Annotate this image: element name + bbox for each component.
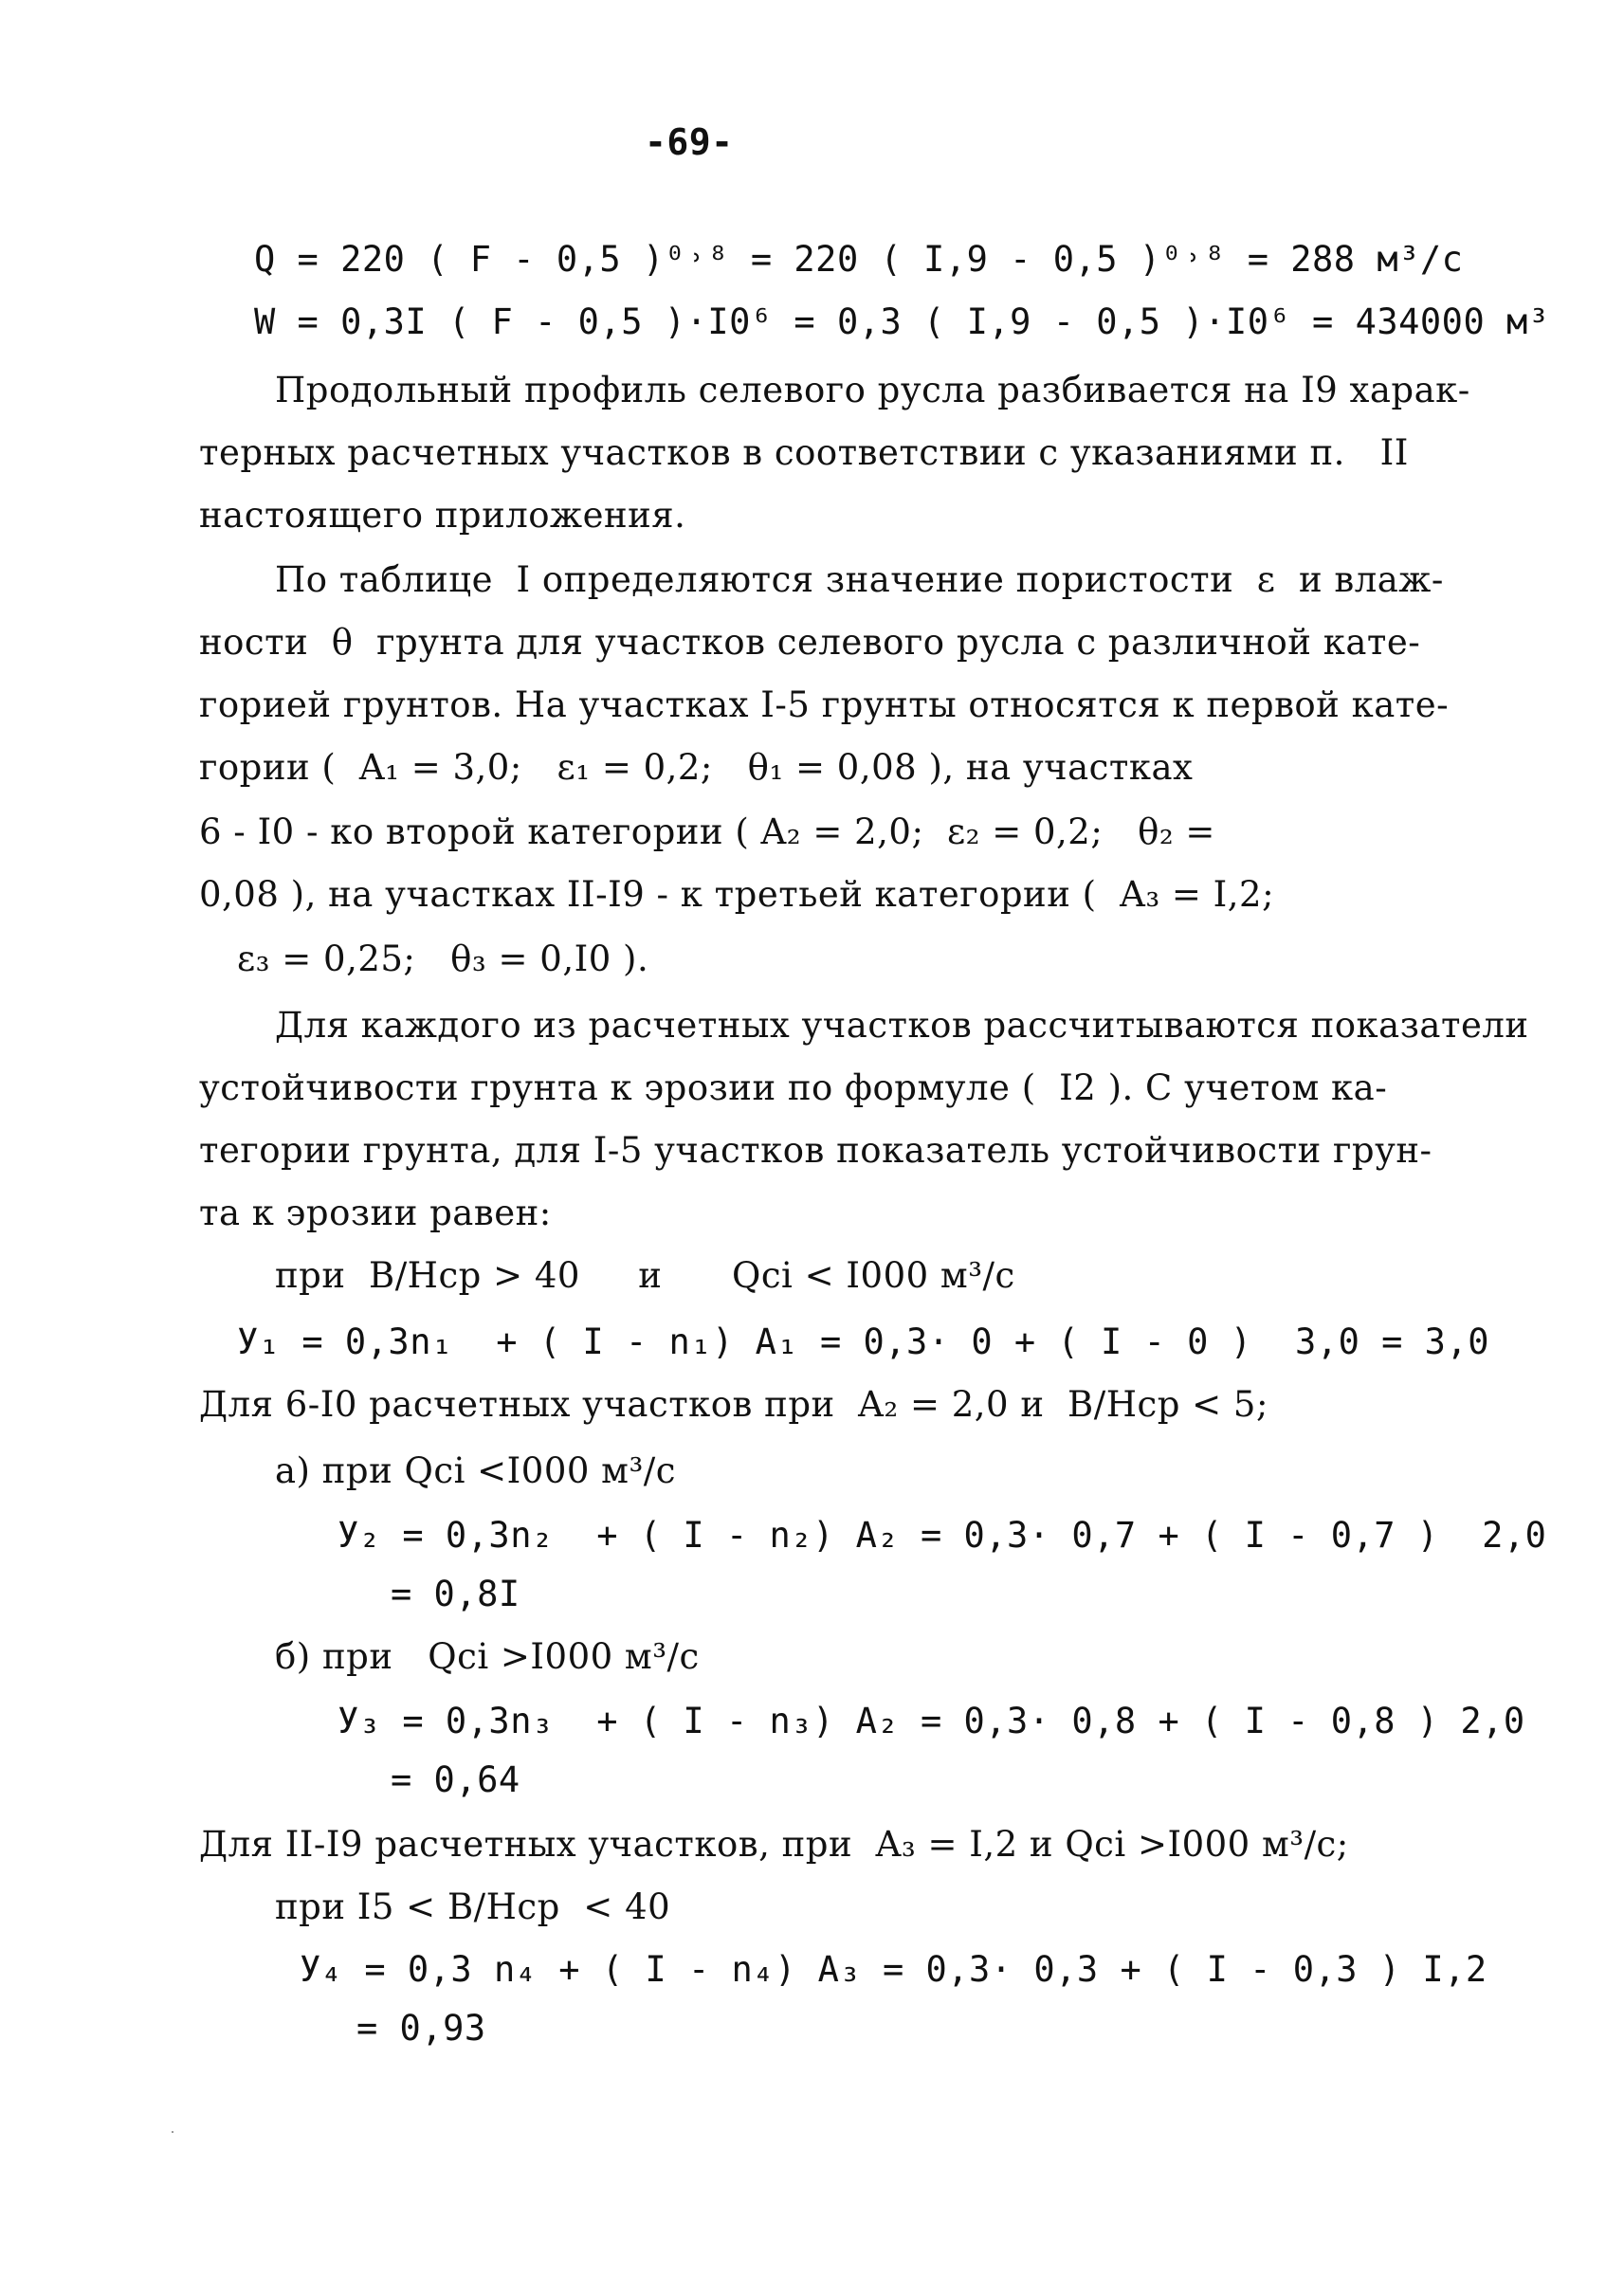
paragraph-line: тегории грунта, для I-5 участков показатель устойчивости грун- xyxy=(199,1130,1432,1171)
formula-q: Q = 220 ( F - 0,5 )⁰˒⁸ = 220 ( I,9 - 0,5 )⁰˒⁸ = 288 м³/с xyxy=(254,239,1464,280)
condition-line: при I5 < B/Hср < 40 xyxy=(275,1886,671,1927)
condition-line: при B/Hср > 40 и Qсi < I000 м³/с xyxy=(275,1255,1015,1296)
paragraph-line: 6 - I0 - ко второй категории ( A₂ = 2,0; ε₂ = 0,2; θ₂ = xyxy=(199,811,1215,852)
formula-y1: У₁ = 0,3n₁ + ( I - n₁) A₁ = 0,3· 0 + ( I - 0 ) 3,0 = 3,0 xyxy=(237,1321,1490,1362)
formula-y2-result: = 0,8I xyxy=(391,1574,520,1614)
paragraph-line: Для каждого из расчетных участков рассчитываются показатели xyxy=(275,1005,1529,1046)
paragraph-line: та к эрозии равен: xyxy=(199,1193,552,1233)
paragraph-line: По таблице I определяются значение пористости ε и влаж- xyxy=(275,559,1444,600)
paragraph-line: 0,08 ), на участках II-I9 - к третьей категории ( A₃ = I,2; xyxy=(199,874,1275,915)
paragraph-line: Для 6-I0 расчетных участков при A₂ = 2,0 и B/Hср < 5; xyxy=(199,1384,1268,1425)
formula-y4: У₄ = 0,3 n₄ + ( I - n₄) A₃ = 0,3· 0,3 + ( I - 0,3 ) I,2 xyxy=(300,1949,1487,1990)
paragraph-line: настоящего приложения. xyxy=(199,495,686,536)
paragraph-line: ности θ грунта для участков селевого русла с различной кате- xyxy=(199,622,1421,663)
formula-y3-result: = 0,64 xyxy=(391,1759,520,1800)
paragraph-line: гории ( A₁ = 3,0; ε₁ = 0,2; θ₁ = 0,08 ), на участках xyxy=(199,747,1194,788)
paragraph-line: устойчивости грунта к эрозии по формуле ( I2 ). С учетом ка- xyxy=(199,1067,1388,1108)
formula-y3: У₃ = 0,3n₃ + ( I - n₃) A₂ = 0,3· 0,8 + ( I - 0,8 ) 2,0 xyxy=(338,1701,1525,1741)
formula-y4-result: = 0,93 xyxy=(356,2008,486,2049)
formula-w: W = 0,3I ( F - 0,5 )·I0⁶ = 0,3 ( I,9 - 0,5 )·I0⁶ = 434000 м³ xyxy=(254,301,1550,342)
formula-y2: У₂ = 0,3n₂ + ( I - n₂) A₂ = 0,3· 0,7 + ( I - 0,7 ) 2,0 xyxy=(338,1515,1547,1556)
page-number: -69- xyxy=(645,121,734,163)
paragraph-line: ε₃ = 0,25; θ₃ = 0,I0 ). xyxy=(237,938,649,979)
paragraph-line: Продольный профиль селевого русла разбивается на I9 харак- xyxy=(275,370,1470,410)
scan-speck xyxy=(172,2131,173,2133)
case-a-label: а) при Qсi <I000 м³/с xyxy=(275,1450,676,1491)
case-b-label: б) при Qсi >I000 м³/с xyxy=(275,1636,700,1677)
paragraph-line: терных расчетных участков в соответствии с указаниями п. II xyxy=(199,432,1409,473)
paragraph-line: горией грунтов. На участках I-5 грунты относятся к первой кате- xyxy=(199,684,1450,725)
paragraph-line: Для II-I9 расчетных участков, при A₃ = I,2 и Qсi >I000 м³/с; xyxy=(199,1824,1349,1865)
